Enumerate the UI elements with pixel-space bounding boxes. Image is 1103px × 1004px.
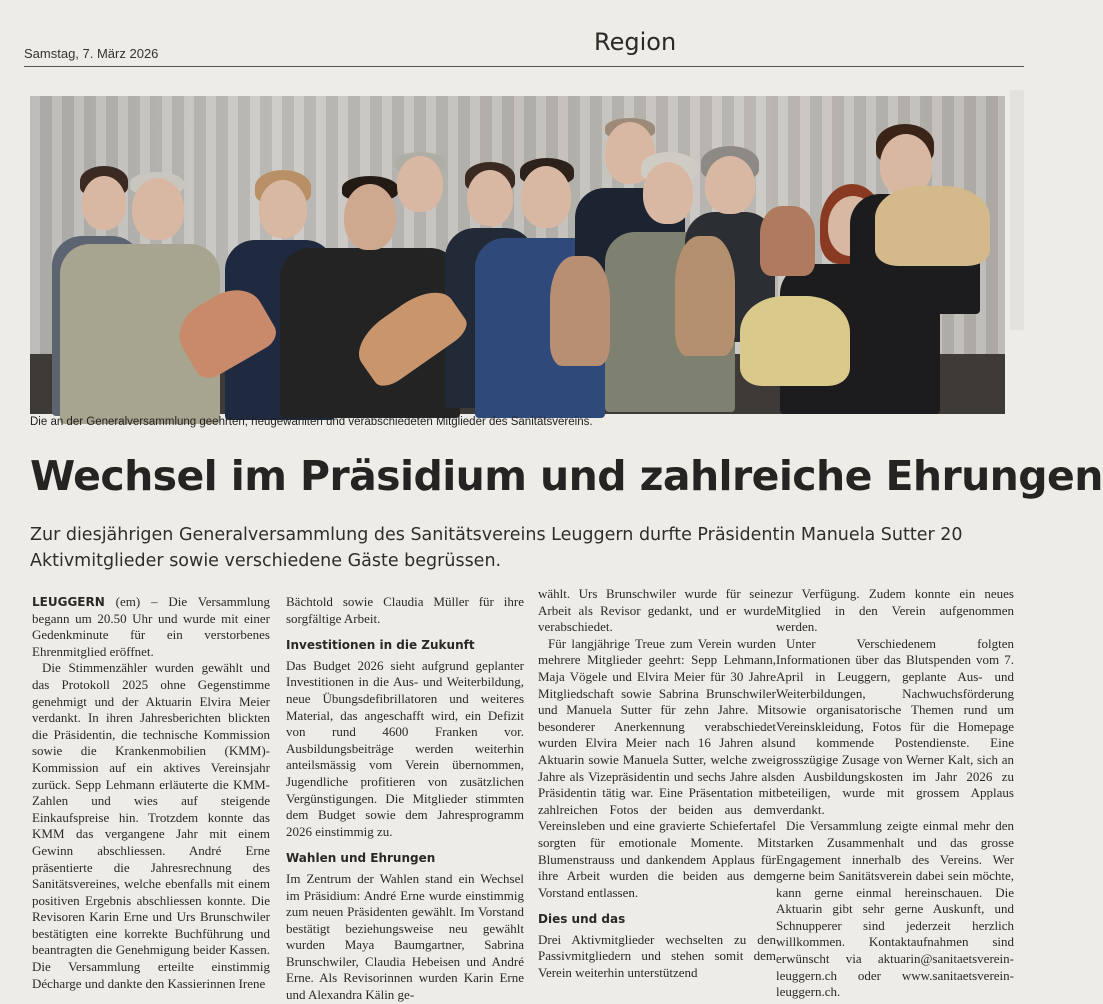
article-headline: Wechsel im Präsidium und zahlreiche Ehrungen: [30, 452, 1103, 500]
paragraph: Die Stimmenzähler wurden gewählt und das Protokoll 2025 ohne Gegenstimme genehmigt und der Aktuarin Elvira Meier verdankt. In ihren Jahresberichten blickten die Präsidentin, die technische Kommission sowie die Krankenmobilien (KMM)- Kommission auf ein aktives Vereinsjahr zurück. Sepp Lehmann erläuterte die KMM-Zahlen und wies auf steigende Einkaufspreise hin. Trotzdem konnte das KMM das vergangene Jahr mit einem Gewinn abschliessen. André Erne präsentierte die Jahresrechnung des Sanitätsvereines, welche ebenfalls mit einem positiven Ergebnis abschliessen konnte. Die Revisoren Karin Erne und Urs Brunschwiler bestätigten eine korrekte Buchführung und beantragten die Genehmigung beider Kassen. Die Versammlung erteilte einstimmig Décharge und dankte den Kassierinnen Irene: [32, 660, 270, 991]
paragraph: Für langjährige Treue zum Verein wurden mehrere Mitglieder geehrt: Sepp Lehmann, Maja Vögele und Elvira Meier für 30 Jahre Mitgliedschaft sowie Sabrina Brunschwiler und Manuela Sutter für zehn Jahre. Mit besonderer Anerkennung verabschiedet wurden Elvira Meier nach 16 Jahren als Aktuarin sowie Manuela Sutter, welche zwei Jahre als Vizepräsidentin und sechs Jahre als Präsidentin tätig war. Eine Präsentation mit zahlreichen Fotos der beiden aus dem Vereinsleben und eine gravierte Schiefertafel sorgten für emotionale Momente. Mit Blumenstrauss und dankendem Applaus für ihre Arbeit wurden die beiden aus dem Vorstand entlassen.: [538, 635, 776, 900]
subheading: Wahlen und Ehrungen: [286, 851, 436, 866]
flower-bouquet: [550, 256, 610, 366]
paragraph: Unter Verschiedenem folgten Informationen über das Blutspenden vom 7. April in Leuggern, geplante Aus- und Weiterbildungen, Nachwuchsförderung sowie organisatorische Themen rund um Vereinskleidung, Fotos für die Homepage und kommende Postendienste. Eine grosszügige Zusage von Werner Kalt, sich an den Ausbildungskosten im Jahr 2026 zu beteiligen, wurde mit grossem Applaus verdankt.: [776, 635, 1014, 817]
flower-bouquet: [875, 186, 990, 266]
page-header: [24, 28, 1024, 68]
subheading: Investitionen in die Zukunft: [286, 638, 475, 653]
paragraph: Drei Aktivmitglieder wechselten zu den Passivmitgliedern und stehen somit dem Verein weiterhin unterstützend: [538, 931, 776, 981]
article-column-1: [32, 594, 270, 992]
issue-date: Samstag, 7. März 2026: [24, 46, 159, 61]
flower-bouquet: [675, 236, 735, 356]
paragraph: wählt. Urs Brunschwiler wurde für seine Arbeit als Revisor gedankt, und er wurde verabschiedet.: [538, 586, 776, 635]
article-column-3: [538, 586, 776, 982]
paragraph: Bächtold sowie Claudia Müller für ihre sorgfältige Arbeit.: [286, 594, 524, 626]
article-column-2: [286, 594, 524, 1004]
section-title: Region: [594, 28, 677, 56]
paragraph: [32, 594, 270, 660]
dateline: LEUGGERN: [32, 595, 105, 609]
group-photo: [30, 96, 1005, 414]
paragraph: zur Verfügung. Zudem konnte ein neues Mitglied in den Verein aufgenommen werden.: [776, 586, 1014, 635]
header-rule: [24, 66, 1024, 67]
article-lead: Zur diesjährigen Generalversammlung des Sanitätsvereins Leuggern durfte Präsidentin Manuela Sutter 20 Aktivmitglieder sowie verschiedene Gäste begrüssen.: [30, 525, 963, 571]
adjacent-column-edge: [1010, 90, 1024, 330]
person-figure: [60, 172, 230, 422]
flower-bouquet: [760, 206, 815, 276]
subheading: Dies und das: [538, 912, 626, 927]
paragraph: Im Zentrum der Wahlen stand ein Wechsel im Präsidium: André Erne wurde einstimmig zum neuen Präsidenten gewählt. Im Vorstand bestätigt beziehungsweise neu gewählt wurden Maya Baumgartner, Sabrina Brunschwiler, Claudia Hebeisen und André Erne. Als Revisorinnen wurden Karin Erne und Alexandra Kälin ge-: [286, 870, 524, 1003]
paragraph-text: (em) – Die Versammlung begann um 20.50 Uhr und wurde mit einer Gedenkminute für ein verstorbenes Ehrenmitglied eröffnet.: [32, 594, 270, 659]
flower-bouquet: [740, 296, 850, 386]
paragraph: Die Versammlung zeigte einmal mehr den starken Zusammenhalt und das grosse Engagement innerhalb des Vereins. Wer gerne beim Sanitätsverein dabei sein möchte, kann gerne einmal hereinschauen. Die Aktuarin gibt sehr gerne Auskunft, und Schnupperer sind jederzeit herzlich willkommen. Kontaktaufnahmen sind erwünscht via aktuarin@sanitaetsverein-leuggern.ch oder www.sanitaetsverein-leuggern.ch.: [776, 818, 1014, 1000]
photo-caption: Die an der Generalversammlung geehrten, neugewählten und verabschiedeten Mitglieder des Sanitätsvereins.: [30, 416, 593, 428]
paragraph: Das Budget 2026 sieht aufgrund geplanter Investitionen in die Aus- und Weiterbildung, neue Übungsdefibrillatoren und weiteres Material, das angeschafft wird, ein Defizit von rund 4600 Franken vor. Ausbildungsbeiträge werden weiterhin anteilsmässig vom Verein übernommen, Jugendliche profitieren von zusätzlichen Vergünstigungen. Die Mitglieder stimmten dem Budget sowie dem Jahresprogramm 2026 einstimmig zu.: [286, 657, 524, 839]
article-column-4: [776, 586, 1014, 1001]
